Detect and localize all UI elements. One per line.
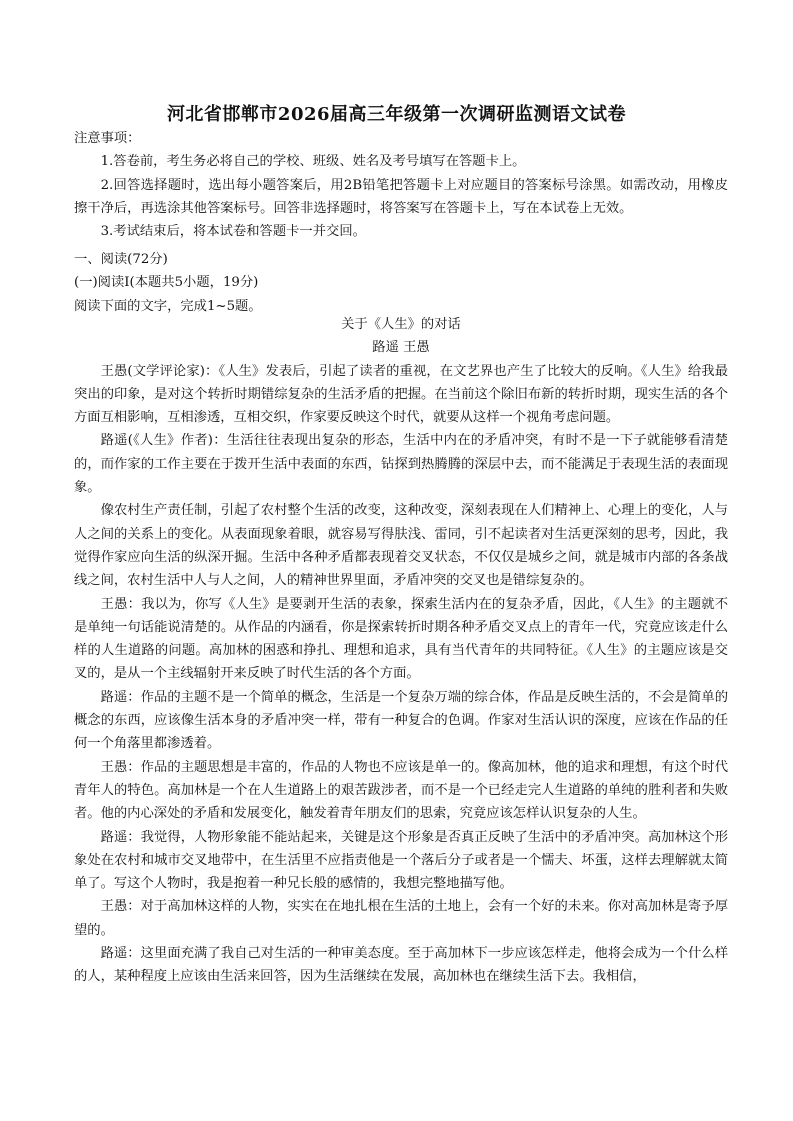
article-paragraph: 王愚：作品的主题思想是丰富的，作品的人物也不应该是单一的。像高加林，他的追求和理想，有这个时代青年人的特色。高加林是一个在人生道路上的艰苦跋涉者，而不是一个已经走完人生道路的单纯的胜利者和失败者。他的内心深处的矛盾和发展变化，触发着青年朋友们的思索，究竟应该怎样认识复杂的人生。 (74, 759, 728, 822)
article-title: 关于《人生》的对话 (341, 317, 461, 332)
article-authors: 路遥 王愚 (372, 340, 430, 356)
article-paragraph: 王愚：对于高加林这样的人物，实实在在地扎根在生活的土地上，会有一个好的未来。你对高加林是寄予厚望的。 (74, 899, 728, 938)
article-paragraph: 王愚(文学评论家)：《人生》发表后，引起了读者的重视，在文艺界也产生了比较大的反响。《人生》给我最突出的印象，是对这个转折时期错综复杂的生活矛盾的把握。在当前这个除旧布新的转折时期，现实生活的各个方面互相影响，互相渗透，互相交织，作家要反映这个时代，就要从这样一个视角考虑问题。 (74, 363, 728, 426)
notice-item: 3.考试结束后，将本试卷和答题卡一并交回。 (100, 224, 366, 240)
reading-section-header (74, 248, 728, 318)
article-paragraph: 路遥：作品的主题不是一个简单的概念，生活是一个复杂万端的综合体，作品是反映生活的，不会是简单的概念的东西，应该像生活本身的矛盾冲突一样，带有一种复合的色调。作家对生活认识的深度，应该在作品的任何一个角落里都渗透着。 (74, 689, 728, 752)
notice-item: 2.回答选择题时，选出每小题答案后，用2B铅笔把答题卡上对应题目的答案标号涂黑。如需改动，用橡皮擦干净后，再选涂其他答案标号。回答非选择题时，将答案写在答题卡上，写在本试卷上无效。 (74, 177, 728, 216)
notice-block (74, 127, 728, 243)
exam-title: 河北省邯郸市2026届高三年级第一次调研监测语文试卷 (166, 104, 627, 125)
article-paragraph: 路遥：这里面充满了我自己对生活的一种审美态度。至于高加林下一步应该怎样走，他将会成为一个什么样的人，某种程度上应该由生活来回答，因为生活继续在发展，高加林也在继续生活下去。我相信， (74, 946, 728, 985)
notice-heading: 注意事项： (74, 131, 141, 146)
article-paragraph: 像农村生产责任制，引起了农村整个生活的改变，这种改变，深刻表现在人们精神上、心理上的变化，人与人之间的关系上的变化。从表面现象着眼，就容易写得肤浅、雷同，引不起读者对生活更深刻的思考，因此，我觉得作家应向生活的纵深开掘。生活中各种矛盾都表现着交叉状态，不仅仅是城乡之间，就是城市内部的各条战线之间，农村生活中人与人之间，人的精神世界里面，矛盾冲突的交叉也是错综复杂的。 (74, 503, 728, 589)
article-paragraph: 王愚：我以为，你写《人生》是要剥开生活的表象，探索生活内在的复杂矛盾，因此，《人生》的主题就不是单纯一句话能说清楚的。从作品的内涵看，你是探索转折时期各种矛盾交叉点上的青年一代，究竟应该走什么样的人生道路的问题。高加林的困惑和挣扎、理想和追求，具有当代青年的共同特征。《人生》的主题应该是交叉的，是从一个主线辐射开来反映了时代生活的各个方面。 (74, 596, 728, 682)
article-paragraph: 路遥(《人生》作者)：生活往往表现出复杂的形态，生活中内在的矛盾冲突，有时不是一下子就能够看清楚的，而作家的工作主要在于拨开生活中表面的东西，钻探到热腾腾的深层中去，而不能满足于表现生活的表面现象。 (74, 433, 728, 496)
section-heading: 一、阅读(72分) (74, 252, 168, 267)
article-paragraph: 路遥：我觉得，人物形象能不能站起来，关键是这个形象是否真正反映了生活中的矛盾冲突。高加林这个形象处在农村和城市交叉地带中，在生活里不应指责他是一个落后分子或者是一个懦夫、坏蛋，这样去理解就太简单了。写这个人物时，我是抱着一种兄长般的感情的，我想完整地描写他。 (74, 829, 728, 892)
article (74, 313, 728, 989)
section-subheading: (一)阅读Ⅰ(本题共5小题，19分) (74, 275, 259, 291)
section-instruction: 阅读下面的文字，完成1~5题。 (74, 298, 262, 314)
notice-item: 1.答卷前，考生务必将自己的学校、班级、姓名及考号填写在答题卡上。 (100, 154, 526, 170)
